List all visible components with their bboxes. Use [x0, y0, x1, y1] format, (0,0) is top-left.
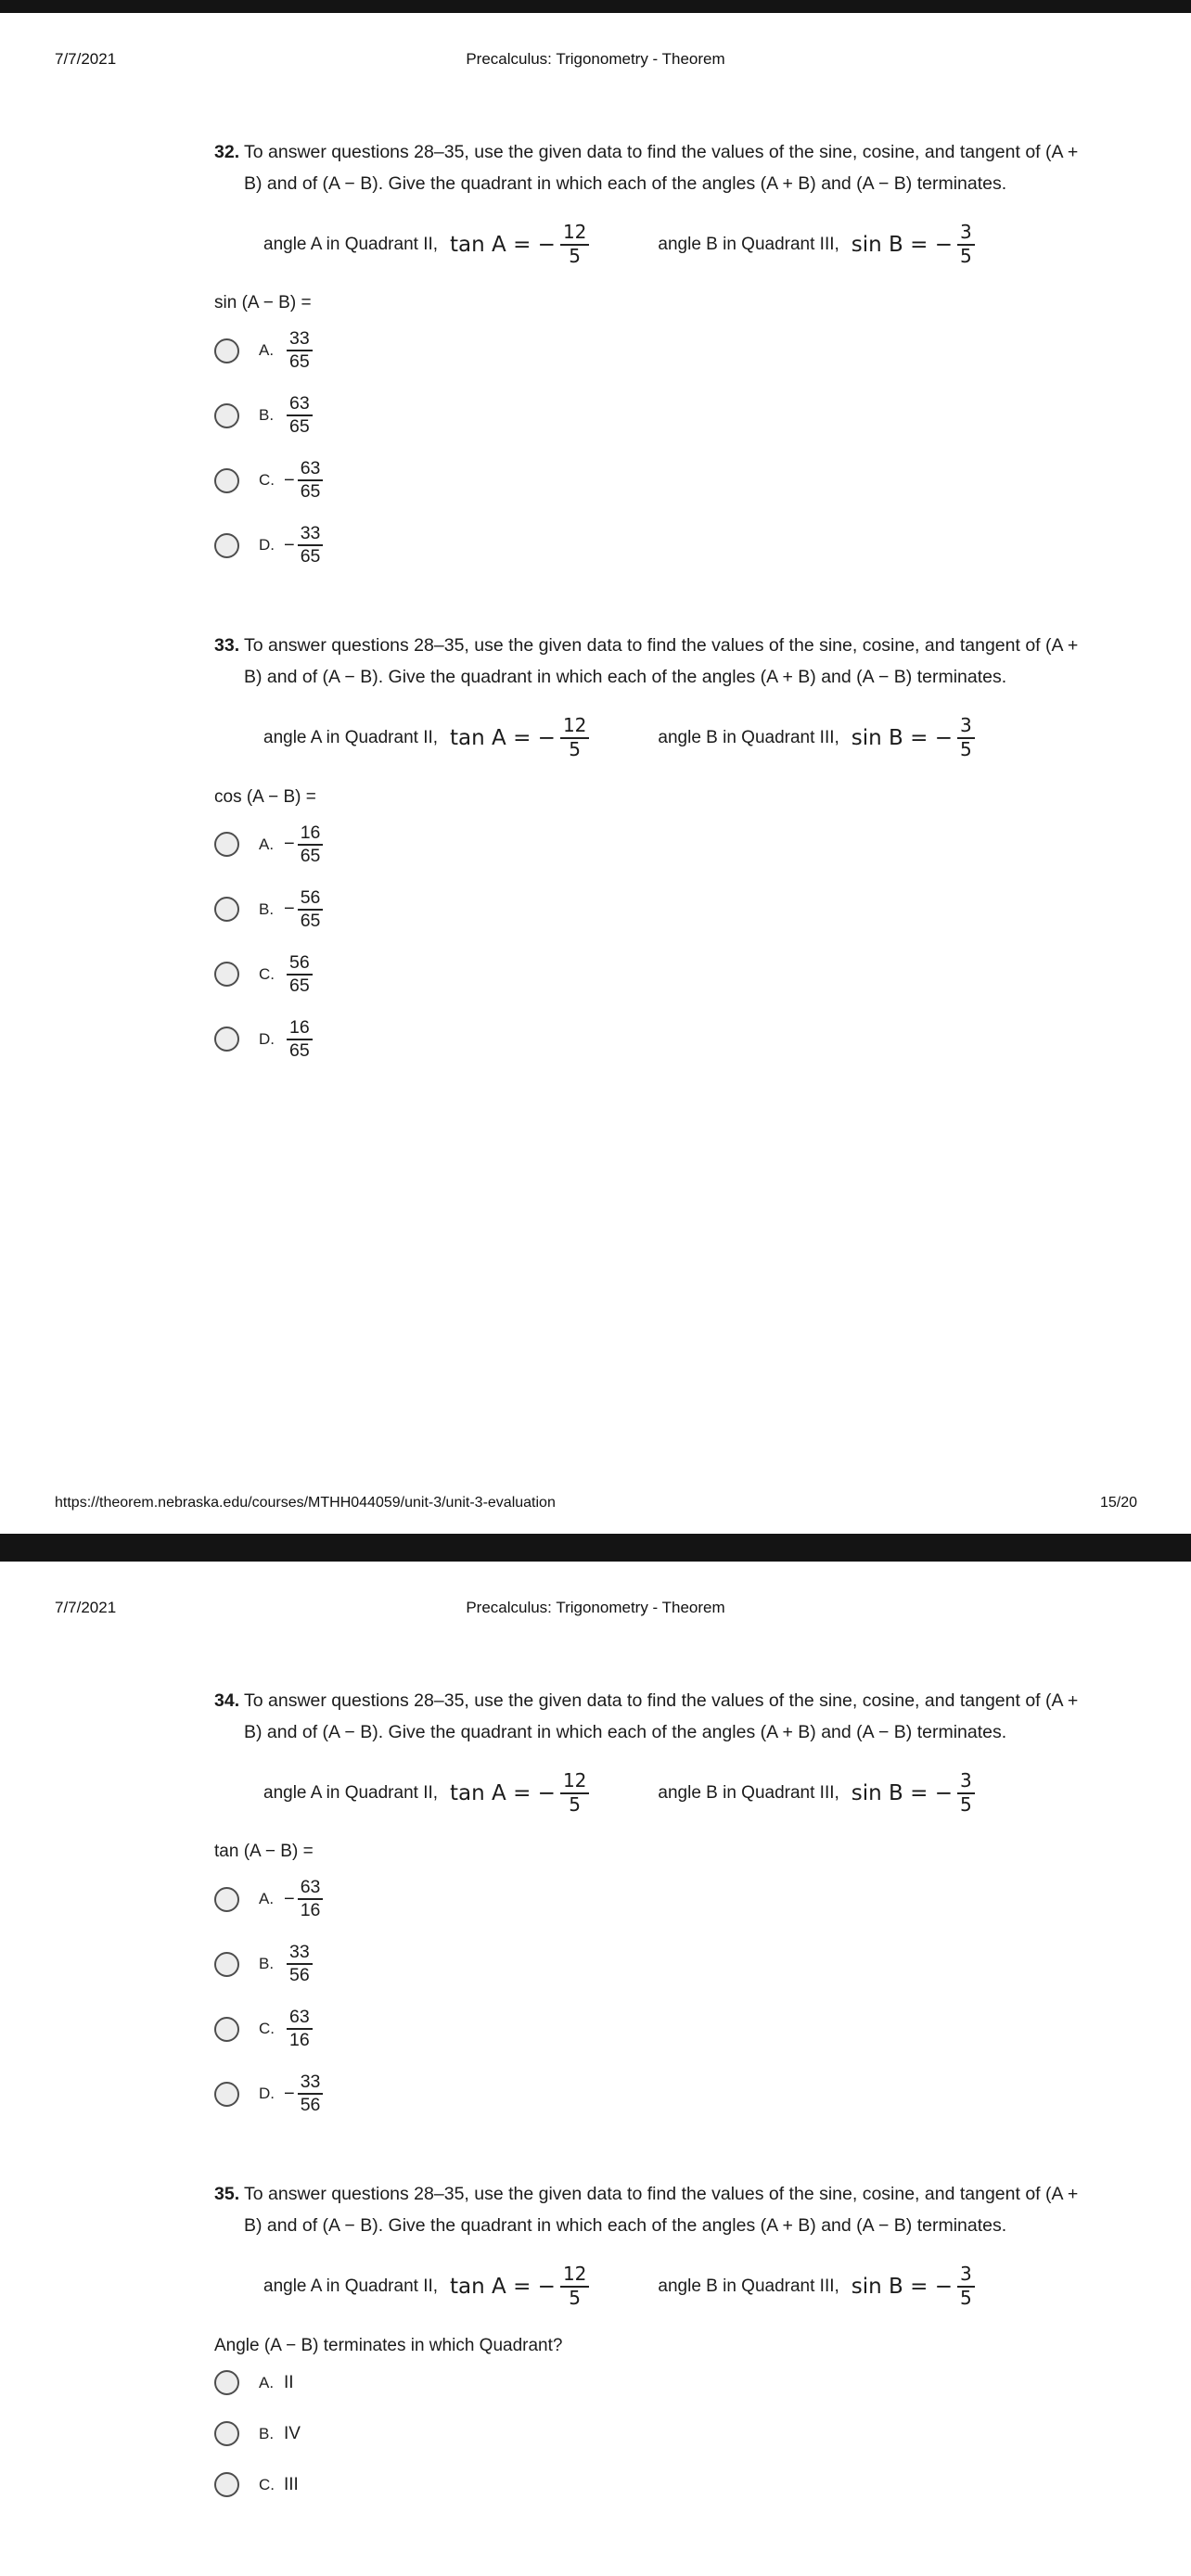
fraction-denominator: 16 [289, 2030, 310, 2051]
fraction-denominator: 65 [300, 546, 321, 567]
option-value [284, 1942, 313, 1986]
option-text: III [284, 2474, 299, 2494]
question-33 [214, 631, 1105, 1065]
question-number: 34. [214, 1690, 240, 1711]
given-data-row [263, 1770, 1105, 1816]
question-prompt: To answer questions 28–35, use the given data to find the values of the sine, cosine, and tangent of (A + B) and of (A − B). Give the quadrant in which each of the angles (A + B) and (A − B) terminates. [244, 142, 1079, 194]
fraction-denominator: 5 [960, 737, 972, 760]
angle-a-label: angle A in Quadrant II, [263, 234, 439, 254]
fraction [957, 222, 975, 267]
fraction-numerator: 12 [560, 1770, 589, 1794]
radio-button[interactable] [214, 1952, 239, 1977]
answer-option-d[interactable] [214, 1014, 1105, 1065]
radio-button[interactable] [214, 1887, 239, 1912]
angle-a-label: angle A in Quadrant II, [263, 2276, 439, 2296]
tan-a-prefix: tan A = − [450, 232, 556, 257]
angle-b-label: angle B in Quadrant III, [658, 234, 839, 254]
fraction-numerator: 12 [560, 222, 589, 246]
page-header [0, 1562, 1191, 1619]
fraction-denominator: 5 [960, 2286, 972, 2309]
given-data-row [263, 715, 1105, 760]
option-label: C. [259, 964, 275, 983]
fraction-denominator: 16 [300, 1900, 321, 1921]
answer-option-d[interactable] [214, 2068, 1105, 2120]
fraction-numerator: 33 [287, 328, 313, 351]
option-value [284, 887, 323, 932]
option-label: A. [259, 1890, 275, 1908]
footer-page-number: 15/20 [1099, 1495, 1137, 1511]
radio-button[interactable] [214, 2370, 239, 2395]
question-ask: cos (A − B) = [214, 786, 316, 807]
question-number: 33. [214, 635, 240, 657]
fraction-numerator: 56 [287, 952, 313, 976]
answer-option-a[interactable] [214, 1873, 1105, 1925]
question-ask: Angle (A − B) terminates in which Quadrant? [214, 2335, 563, 2355]
answer-options [214, 819, 1105, 1065]
fraction [287, 952, 313, 997]
option-sign: − [284, 2083, 295, 2104]
radio-button[interactable] [214, 403, 239, 428]
fraction-denominator: 5 [569, 737, 582, 760]
document-page-2 [0, 1562, 1191, 2576]
sin-b-prefix: sin B = − [851, 725, 954, 750]
fraction [957, 2264, 975, 2309]
sin-b-prefix: sin B = − [851, 232, 954, 257]
tan-a-prefix: tan A = − [450, 1780, 556, 1805]
page-title: Precalculus: Trigonometry - Theorem [466, 50, 725, 68]
fraction-denominator: 5 [569, 244, 582, 267]
sin-b-expression [852, 715, 975, 760]
option-sign: − [284, 469, 295, 491]
fraction [298, 458, 324, 503]
fraction [287, 1942, 313, 1986]
question-prompt-row [214, 1686, 1105, 1748]
option-value [284, 458, 323, 503]
radio-button[interactable] [214, 2082, 239, 2107]
answer-options [214, 2367, 1105, 2501]
tan-a-prefix: tan A = − [450, 725, 556, 750]
fraction [560, 715, 589, 760]
radio-button[interactable] [214, 2017, 239, 2042]
fraction-numerator: 3 [957, 1770, 975, 1794]
fraction [298, 823, 324, 867]
tan-a-expression [450, 2264, 589, 2309]
fraction-numerator: 63 [287, 2007, 313, 2030]
fraction-numerator: 33 [287, 1942, 313, 1965]
fraction-numerator: 12 [560, 2264, 589, 2288]
radio-button[interactable] [214, 2421, 239, 2446]
page-header [0, 13, 1191, 70]
page-title: Precalculus: Trigonometry - Theorem [466, 1599, 725, 1616]
fraction-denominator: 65 [289, 1039, 310, 1061]
fraction [560, 222, 589, 267]
fraction-numerator: 56 [298, 887, 324, 911]
option-text: IV [284, 2423, 301, 2443]
option-label: A. [259, 835, 275, 853]
option-label: D. [259, 2085, 275, 2103]
fraction-denominator: 65 [300, 910, 321, 931]
fraction-denominator: 5 [569, 1792, 582, 1816]
answer-option-c[interactable] [214, 2003, 1105, 2055]
answer-options [214, 325, 1105, 571]
question-35 [214, 2179, 1105, 2500]
fraction-denominator: 65 [289, 975, 310, 996]
fraction-numerator: 12 [560, 715, 589, 739]
radio-button[interactable] [214, 2472, 239, 2497]
sin-b-prefix: sin B = − [851, 2274, 954, 2299]
answer-options [214, 1873, 1105, 2120]
question-prompt-row [214, 631, 1105, 693]
question-prompt: To answer questions 28–35, use the given data to find the values of the sine, cosine, and tangent of (A + B) and of (A − B). Give the quadrant in which each of the angles (A + B) and (A − B) terminates. [244, 635, 1079, 687]
radio-button[interactable] [214, 533, 239, 558]
fraction [298, 2072, 324, 2116]
fraction-denominator: 65 [289, 351, 310, 373]
option-value [284, 2007, 313, 2051]
option-label: B. [259, 2424, 275, 2442]
fraction [287, 2007, 313, 2051]
option-label: B. [259, 406, 275, 425]
fraction-numerator: 63 [298, 458, 324, 481]
answer-option-a[interactable] [214, 325, 1105, 376]
question-prompt: To answer questions 28–35, use the given data to find the values of the sine, cosine, and tangent of (A + B) and of (A − B). Give the quadrant in which each of the angles (A + B) and (A − B) terminates. [244, 1690, 1079, 1742]
fraction-numerator: 63 [287, 393, 313, 416]
document-page-1 [0, 13, 1191, 1534]
question-prompt: To answer questions 28–35, use the given data to find the values of the sine, cosine, and tangent of (A + B) and of (A − B). Give the quadrant in which each of the angles (A + B) and (A − B) terminates. [244, 2184, 1079, 2236]
given-data-row [263, 222, 1105, 267]
option-value [284, 393, 313, 438]
angle-b-label: angle B in Quadrant III, [658, 727, 839, 747]
radio-button[interactable] [214, 468, 239, 493]
fraction-numerator: 16 [298, 823, 324, 846]
sin-b-expression [852, 2264, 975, 2309]
sin-b-prefix: sin B = − [851, 1780, 954, 1805]
fraction [560, 2264, 589, 2309]
option-value [284, 328, 313, 373]
option-label: D. [259, 536, 275, 555]
fraction-numerator: 33 [298, 2072, 324, 2095]
option-text: II [284, 2372, 294, 2392]
fraction-numerator: 16 [287, 1017, 313, 1040]
fraction [957, 715, 975, 760]
angle-a-label: angle A in Quadrant II, [263, 1782, 439, 1803]
question-number: 35. [214, 2184, 240, 2205]
option-sign: − [284, 899, 295, 919]
angle-a-label: angle A in Quadrant II, [263, 727, 439, 747]
angle-b-label: angle B in Quadrant III, [658, 1782, 839, 1803]
fraction-denominator: 65 [300, 481, 321, 503]
answer-option-d[interactable] [214, 519, 1105, 571]
radio-button[interactable] [214, 1027, 239, 1052]
option-label: C. [259, 2475, 275, 2493]
tan-a-expression [450, 715, 589, 760]
tan-a-expression [450, 1770, 589, 1816]
option-value [284, 2072, 323, 2116]
angle-b-label: angle B in Quadrant III, [658, 2276, 839, 2296]
fraction-numerator: 33 [298, 523, 324, 546]
footer-url: https://theorem.nebraska.edu/courses/MTHH044059/unit-3/unit-3-evaluation [55, 1495, 556, 1511]
option-label: A. [259, 341, 275, 360]
fraction [287, 1017, 313, 1062]
fraction-denominator: 65 [289, 416, 310, 438]
fraction-numerator: 3 [957, 715, 975, 739]
radio-button[interactable] [214, 338, 239, 363]
fraction [298, 1877, 324, 1921]
answer-option-a[interactable] [214, 819, 1105, 871]
option-label: B. [259, 1955, 275, 1973]
answer-option-b[interactable] [214, 2418, 1105, 2450]
option-value [284, 823, 323, 867]
answer-option-c[interactable] [214, 2469, 1105, 2501]
option-sign: − [284, 534, 295, 555]
fraction-numerator: 3 [957, 222, 975, 246]
header-date: 7/7/2021 [55, 50, 117, 68]
option-value [284, 952, 313, 997]
page-footer [55, 1495, 1137, 1511]
sin-b-expression [852, 222, 975, 267]
given-data-row [263, 2264, 1105, 2309]
answer-option-c[interactable] [214, 949, 1105, 1001]
answer-option-b[interactable] [214, 389, 1105, 441]
tan-a-expression [450, 222, 589, 267]
fraction [287, 328, 313, 373]
fraction [287, 393, 313, 438]
answer-option-b[interactable] [214, 1938, 1105, 1990]
question-34 [214, 1686, 1105, 2120]
fraction-numerator: 63 [298, 1877, 324, 1900]
question-prompt-row [214, 137, 1105, 199]
option-label: A. [259, 2373, 275, 2391]
answer-option-b[interactable] [214, 884, 1105, 936]
option-label: C. [259, 471, 275, 490]
question-ask: sin (A − B) = [214, 293, 312, 313]
radio-button[interactable] [214, 962, 239, 987]
tan-a-prefix: tan A = − [450, 2274, 556, 2299]
option-label: C. [259, 2020, 275, 2038]
question-32 [214, 137, 1105, 571]
header-date: 7/7/2021 [55, 1599, 117, 1616]
option-value [284, 523, 323, 567]
radio-button[interactable] [214, 897, 239, 922]
fraction [560, 1770, 589, 1816]
option-value [284, 1017, 313, 1062]
sin-b-expression [852, 1770, 975, 1816]
fraction [298, 523, 324, 567]
option-label: D. [259, 1029, 275, 1048]
question-number: 32. [214, 142, 240, 162]
fraction-numerator: 3 [957, 2264, 975, 2288]
radio-button[interactable] [214, 832, 239, 857]
fraction-denominator: 56 [300, 2095, 321, 2116]
answer-option-c[interactable] [214, 454, 1105, 506]
fraction [957, 1770, 975, 1816]
fraction [298, 887, 324, 932]
answer-option-a[interactable] [214, 2367, 1105, 2399]
fraction-denominator: 5 [569, 2286, 582, 2309]
fraction-denominator: 5 [960, 1792, 972, 1816]
fraction-denominator: 65 [300, 845, 321, 866]
option-sign: − [284, 834, 295, 854]
question-ask: tan (A − B) = [214, 1842, 314, 1862]
fraction-denominator: 56 [289, 1965, 310, 1986]
fraction-denominator: 5 [960, 244, 972, 267]
option-value [284, 1877, 323, 1921]
option-sign: − [284, 1888, 295, 1909]
question-prompt-row [214, 2179, 1105, 2241]
option-label: B. [259, 899, 275, 918]
